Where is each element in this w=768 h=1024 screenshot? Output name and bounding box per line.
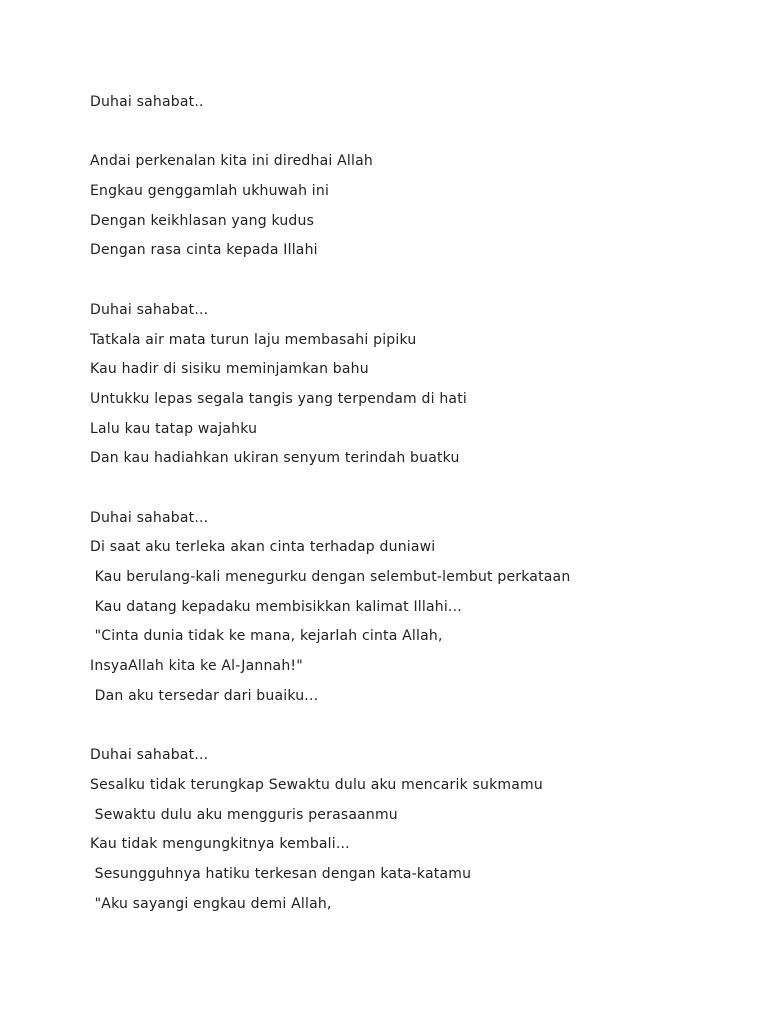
stanza-gap: [90, 711, 730, 741]
stanza: [90, 296, 730, 474]
poem-line: Lalu kau tatap wajahku: [90, 420, 258, 437]
poem-line: Kau tidak mengungkitnya kembali...: [90, 836, 350, 853]
poem-line: Duhai sahabat...: [90, 747, 209, 764]
poem-line: Duhai sahabat..: [90, 94, 204, 110]
poem-line: Sewaktu dulu aku mengguris perasaanmu: [90, 806, 398, 823]
stanza-gap: [90, 266, 730, 296]
stanza: [90, 147, 730, 266]
stanza: [90, 741, 730, 919]
stanza: [90, 504, 730, 712]
poem-line: Kau datang kepadaku membisikkan kalimat Illahi...: [90, 598, 462, 615]
poem-line: Tatkala air mata turun laju membasahi pipiku: [90, 331, 417, 348]
poem-line: "Cinta dunia tidak ke mana, kejarlah cinta Allah,: [90, 628, 443, 645]
stanza-gap: [90, 474, 730, 504]
poem-line: Duhai sahabat...: [90, 301, 209, 318]
poem-line: Di saat aku terleka akan cinta terhadap duniawi: [90, 539, 436, 556]
poem-line: Kau hadir di sisiku meminjamkan bahu: [90, 361, 369, 378]
poem-line: Sesalku tidak terungkap Sewaktu dulu aku mencarik sukmamu: [90, 776, 543, 793]
poem-line: "Aku sayangi engkau demi Allah,: [90, 895, 332, 912]
document-page: [90, 88, 730, 919]
poem-line: Duhai sahabat...: [90, 509, 209, 526]
poem-line: Kau berulang-kali menegurku dengan selembut-lembut perkataan: [90, 569, 571, 585]
poem-line: Andai perkenalan kita ini diredhai Allah: [90, 153, 373, 170]
stanza-gap: [90, 118, 730, 148]
poem-line: Untukku lepas segala tangis yang terpendam di hati: [90, 390, 467, 407]
stanza: [90, 88, 730, 118]
poem-line: Sesungguhnya hatiku terkesan dengan kata-katamu: [90, 865, 472, 882]
poem-line: Dan kau hadiahkan ukiran senyum terindah buatku: [90, 450, 460, 467]
poem-line: Engkau genggamlah ukhuwah ini: [90, 183, 330, 200]
poem-line: Dan aku tersedar dari buaiku...: [90, 687, 319, 704]
poem-line: Dengan keikhlasan yang kudus: [90, 212, 315, 229]
poem-line: InsyaAllah kita ke Al-Jannah!": [90, 658, 303, 675]
poem-line: Dengan rasa cinta kepada Illahi: [90, 242, 318, 259]
